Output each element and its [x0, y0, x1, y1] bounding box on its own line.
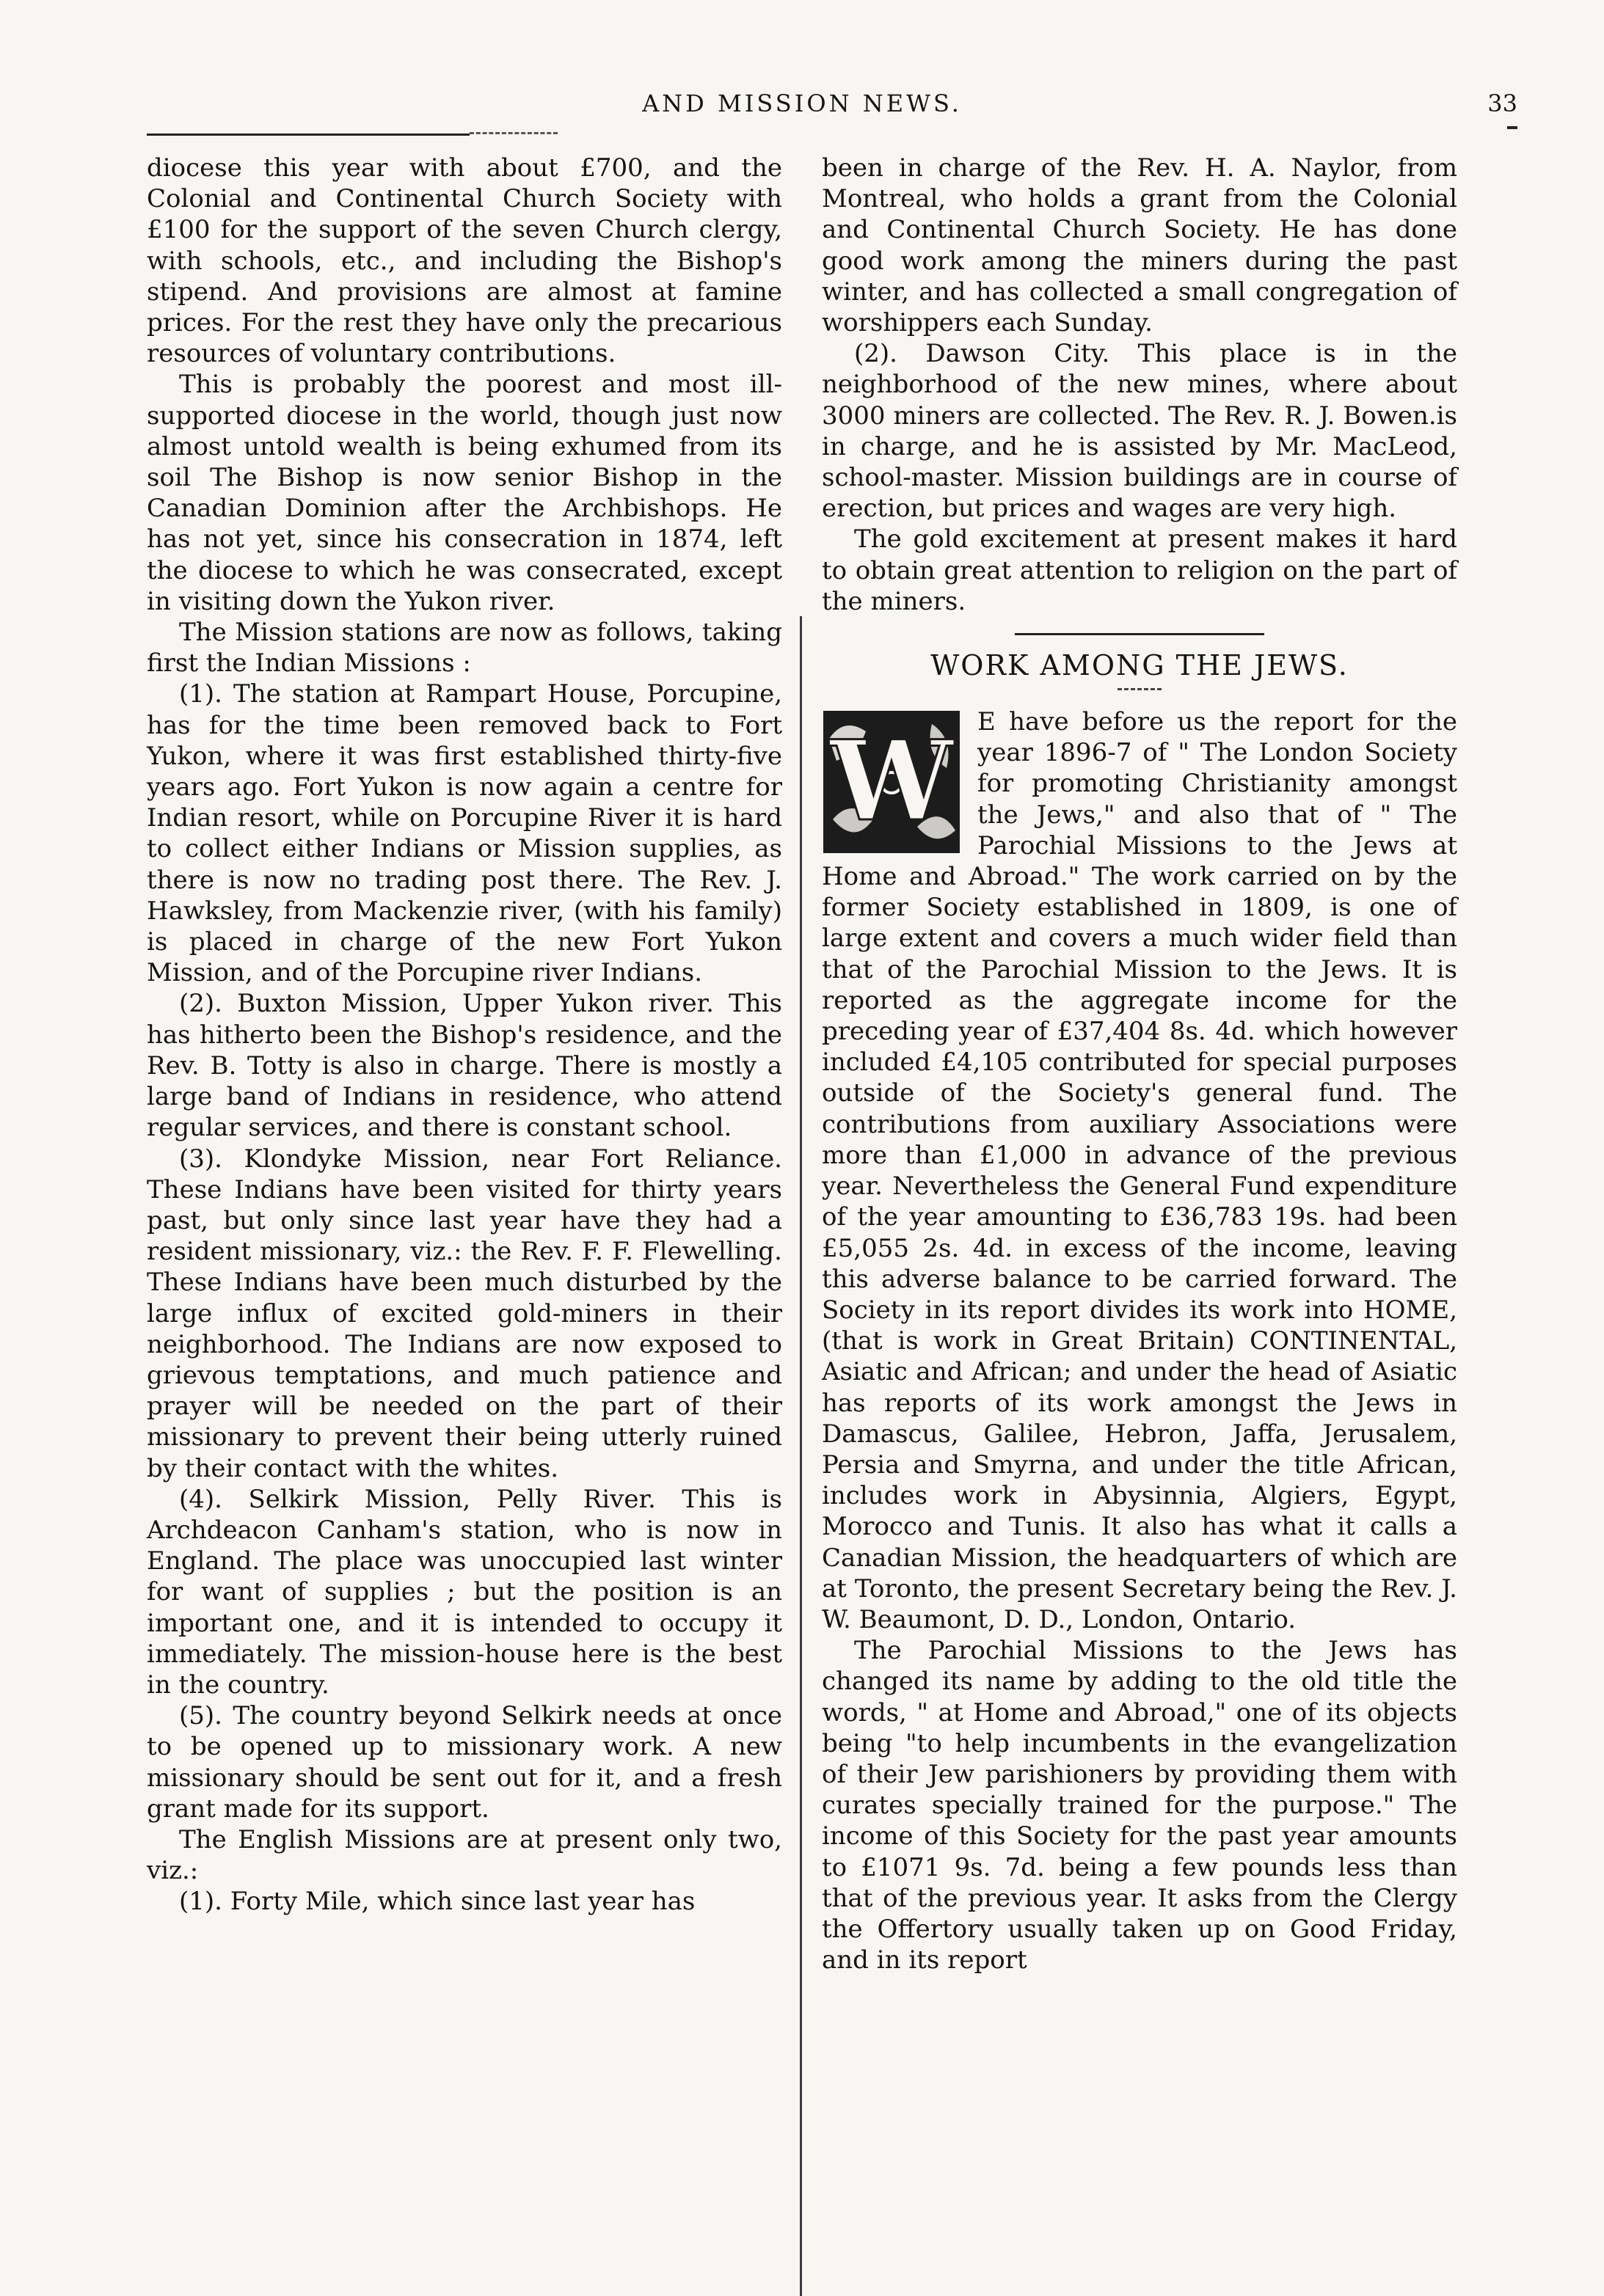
paragraph: (2). Buxton Mission, Upper Yukon river. This has hitherto been the Bishop's residence, and the Rev. B. Totty is also in charge. There is mostly a large band of Indians in residence, who attend regular services, and there is constant school.: [147, 989, 782, 1143]
heading-ornament: [1118, 688, 1162, 690]
paragraph: This is probably the poorest and most ill-supported diocese in the world, though just now almost untold wealth is being exhumed from its soil The Bishop is now senior Bishop in the Canadian Dominion after the Archbishops. He has not yet, since his consecration in 1874, left the diocese to which he was consecrated, except in visiting down the Yukon river.: [147, 370, 782, 616]
paragraph: The gold excitement at present makes it hard to obtain great attention to religion on the part of the miners.: [822, 524, 1457, 616]
header-rule: [147, 134, 470, 136]
page-number: 33: [1487, 89, 1517, 117]
drop-cap-letter: W: [829, 717, 954, 847]
section-rule: [1015, 633, 1264, 635]
section-heading: WORK AMONG THE JEWS.: [930, 649, 1349, 682]
column-divider: [800, 616, 802, 2296]
running-header: AND MISSION NEWS.: [642, 89, 962, 117]
paragraph: (2). Dawson City. This place is in the neighborhood of the new mines, where about 3000 miners are collected. The Rev. R. J. Bowen.is in charge, and he is assisted by Mr. MacLeod, school-master. Mission buildings are in course of erection, but prices and wages are very high.: [822, 339, 1457, 524]
paragraph: (4). Selkirk Mission, Pelly River. This is Archdeacon Canham's station, who is now in England. The place was unoccupied last winter for want of supplies ; but the position is an important one, and it is intended to occupy it immediately. The mission-house here is the best in the country.: [147, 1484, 782, 1700]
left-column: [147, 153, 782, 1917]
header-rule-dotted: [470, 132, 558, 134]
paragraph: (3). Klondyke Mission, near Fort Reliance. These Indians have been visited for thirty years past, but only since last year have they had a resident missionary, viz.: the Rev. F. F. Flewelling. These Indians have been much disturbed by the large influx of excited gold-miners in their neighborhood. The Indians are now exposed to grievous temptations, and much patience and prayer will be needed on the part of their missionary to prevent their being utterly ruined by their contact with the whites.: [147, 1144, 782, 1483]
paragraph: diocese this year with about £700, and the Colonial and Continental Church Society with £100 for the support of the seven Church clergy, with schools, etc., and including the Bishop's stipend. And provisions are almost at famine prices. For the rest they have only the precarious resources of voluntary contributions.: [147, 153, 782, 369]
paragraph: The Parochial Missions to the Jews has changed its name by adding to the old title the words, " at Home and Abroad," one of its objects being "to help incumbents in the evangelization of their Jew parishioners by providing them with curates specially trained for the purpose." The income of this Society for the past year amounts to £1071 9s. 7d. being a few pounds less than that of the previous year. It asks from the Clergy the Offertory usually taken up on Good Friday, and in its report: [822, 1636, 1457, 1975]
paragraph: The Mission stations are now as follows, taking first the Indian Missions :: [147, 618, 782, 679]
section-intro: E have before us the report for the year 1896-7 of " The London Society for promoting Christianity amongst the Jews," and also that of " The Parochial Missions to the Jews at Home and Abroad." The work carried on by the former Society established in 1809, is one of large extent and covers a much wider field than that of the Parochial Mission to the Jews. It is reported as the aggregate income for the preceding year of £37,404 8s. 4d. which however included £4,105 contributed for special purposes outside of the Society's general fund. The contributions from auxiliary Associations were more than £1,000 in advance of the previous year. Nevertheless the General Fund expenditure of the year amounting to £36,783 19s. had been £5,055 2s. 4d. in excess of the income, leaving this adverse balance to be carried forward. The Society in its report divides its work into HOME, (that is work in Great Britain) CONTINENTAL, Asiatic and African; and under the head of Asiatic has reports of its work amongst the Jews in Damascus, Galilee, Hebron, Jaffa, Jerusalem, Persia and Smyrna, and under the title African, includes work in Abysinnia, Algiers, Egypt, Morocco and Tunis. It also has what it calls a Canadian Mission, the headquarters of which are at Toronto, the present Secretary being the Rev. J. W. Beaumont, D. D., London, Ontario.: [822, 707, 1457, 1634]
paragraph: (1). Forty Mile, which since last year has: [179, 1887, 696, 1917]
paragraph: (5). The country beyond Selkirk needs at once to be opened up to missionary work. A new missionary should be sent out for it, and a fresh grant made for its support.: [147, 1701, 782, 1824]
paragraph: The English Missions are at present only two, viz.:: [147, 1824, 782, 1886]
header-rule-mark: [1507, 126, 1517, 129]
paragraph: (1). The station at Rampart House, Porcupine, has for the time been removed back to Fort Yukon, where it was first established thirty-five years ago. Fort Yukon is now again a centre for Indian resort, while on Porcupine River it is hard to collect either Indians or Mission supplies, as there is now no trading post there. The Rev. J. Hawksley, from Mackenzie river, (with his family) is placed in charge of the new Fort Yukon Mission, and of the Porcupine river Indians.: [147, 679, 782, 988]
paragraph: been in charge of the Rev. H. A. Naylor, from Montreal, who holds a grant from the Colonial and Continental Church Society. He has done good work among the miners during the past winter, and has collected a small congregation of worshippers each Sunday.: [822, 153, 1457, 338]
drop-cap-ornament: [822, 709, 961, 855]
right-column: [822, 153, 1457, 1975]
